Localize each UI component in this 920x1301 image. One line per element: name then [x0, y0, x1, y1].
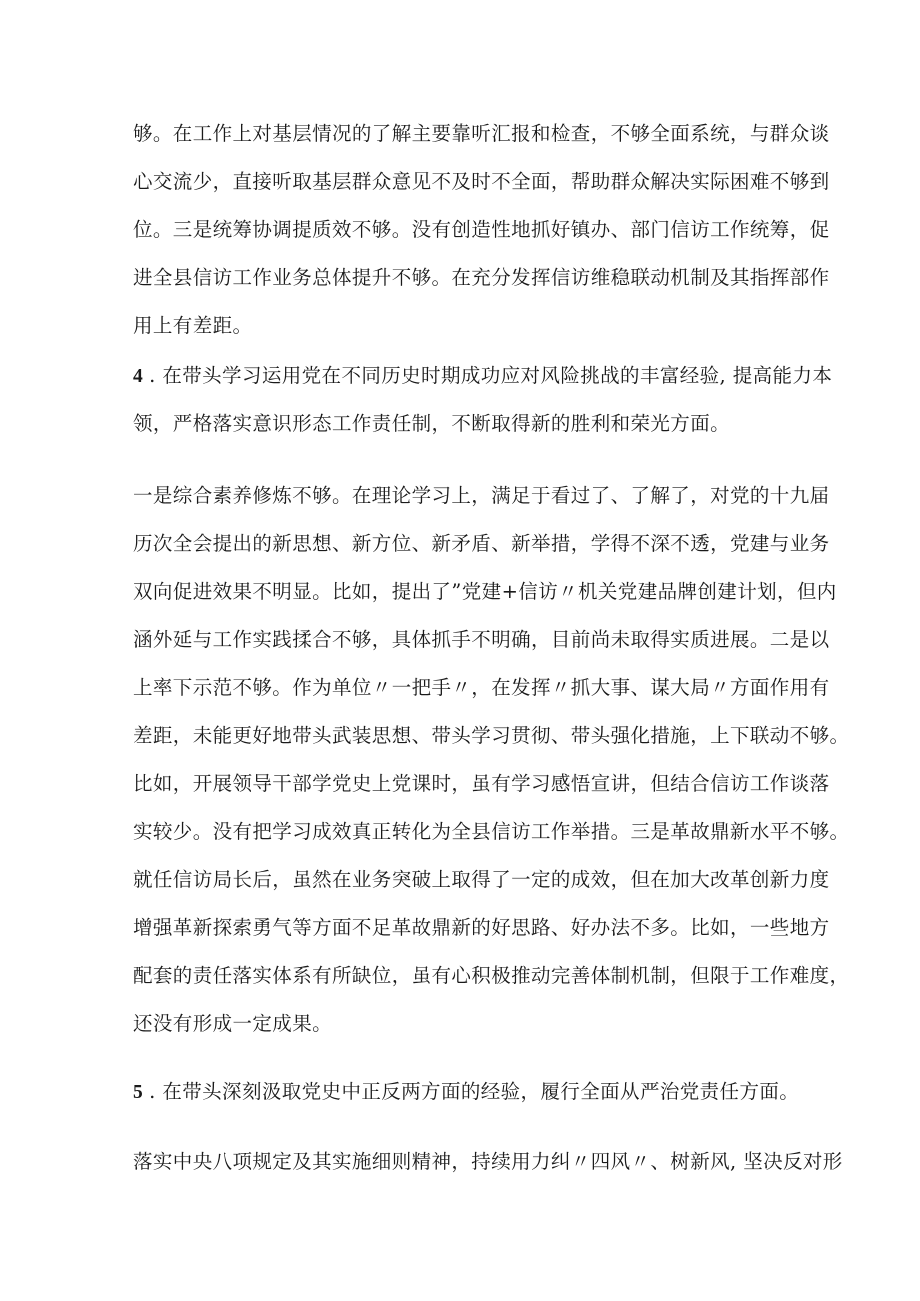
paragraph-line: 心交流少，直接听取基层群众意见不及时不全面，帮助群众解决实际困难不够到 [133, 170, 830, 193]
paragraph-line: 还没有形成一定成果。 [133, 1012, 333, 1035]
section-5-heading [133, 1080, 799, 1105]
heading-text: . 在带头学习运用党在不同历史时期成功应对风险挑战的丰富经验, 提高能力本 [149, 364, 833, 387]
paragraph-line: 比如，开展领导干部学党史上党课时，虽有学习感悟宣讲，但结合信访工作谈落 [133, 772, 830, 795]
paragraph-line: 落实中央八项规定及其实施细则精神，持续用力纠〃四风〃、树新风, 坚决反对形 [133, 1150, 843, 1173]
paragraph-line: 够。在工作上对基层情况的了解主要靠听汇报和检查，不够全面系统，与群众谈 [133, 122, 830, 145]
section-number: 5 [133, 1082, 144, 1103]
paragraph-line: 涵外延与工作实践揉合不够，具体抓手不明确，目前尚未取得实质进展。二是以 [133, 628, 830, 651]
paragraph-line: 差距，未能更好地带头武装思想、带头学习贯彻、带头强化措施，上下联动不够。 [133, 724, 850, 747]
paragraph-line: 进全县信访工作业务总体提升不够。在充分发挥信访维稳联动机制及其指挥部作 [133, 266, 830, 289]
paragraph-line: 实较少。没有把学习成效真正转化为全县信访工作举措。三是革故鼎新水平不够。 [133, 820, 850, 843]
paragraph-line: 历次全会提出的新思想、新方位、新矛盾、新举措，学得不深不透，党建与业务 [133, 532, 830, 555]
paragraph-line: 增强革新探索勇气等方面不足革故鼎新的好思路、好办法不多。比如，一些地方 [133, 916, 830, 939]
paragraph-line: 位。三是统筹协调提质效不够。没有创造性地抓好镇办、部门信访工作统筹，促 [133, 218, 830, 241]
section-4-heading [133, 364, 832, 389]
paragraph-line: 配套的责任落实体系有所缺位，虽有心积极推动完善体制机制，但限于工作难度， [133, 964, 850, 987]
paragraph-line: 就任信访局长后，虽然在业务突破上取得了一定的成效，但在加大改革创新力度 [133, 868, 830, 891]
section-number: 4 [133, 366, 144, 387]
section-4-heading-line: 领，严格落实意识形态工作责任制，不断取得新的胜利和荣光方面。 [133, 412, 731, 435]
paragraph-line: 双向促进效果不明显。比如，提出了”党建+信访〃机关党建品牌创建计划，但内 [133, 580, 837, 603]
heading-text: . 在带头深刻汲取党史中正反两方面的经验，履行全面从严治党责任方面。 [149, 1080, 800, 1103]
paragraph-line: 一是综合素养修炼不够。在理论学习上，满足于看过了、了解了，对党的十九届 [133, 484, 830, 507]
paragraph-line: 用上有差距。 [133, 314, 253, 337]
paragraph-line: 上率下示范不够。作为单位〃一把手〃，在发挥〃抓大事、谋大局〃方面作用有 [133, 676, 830, 699]
